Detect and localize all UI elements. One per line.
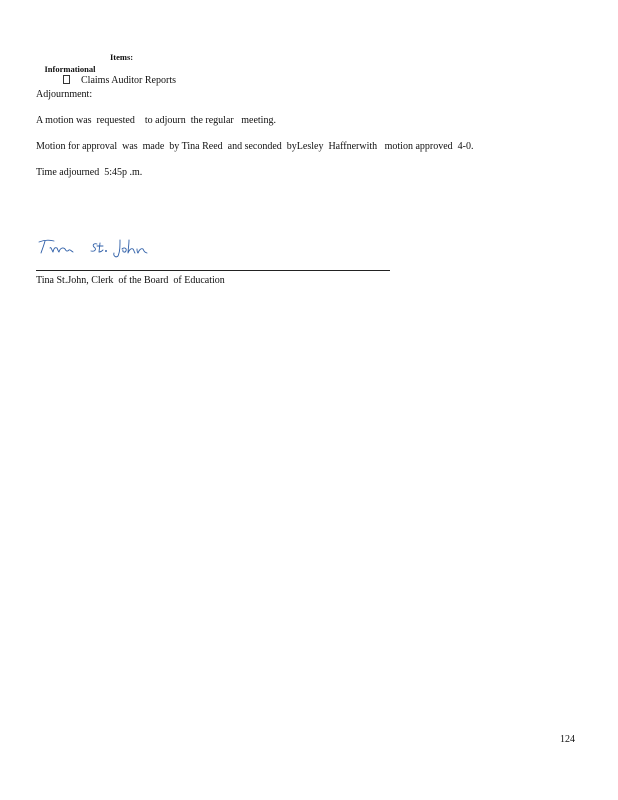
adjournment-heading: Adjournment: bbox=[36, 89, 93, 100]
list-item-label: Claims Auditor Reports bbox=[81, 75, 176, 86]
page-number: 124 bbox=[560, 734, 575, 745]
motion-approval-text: Motion for approval was made by Tina Reed and seconded byLesley Haffnerwith motion approved 4-0. bbox=[36, 141, 474, 152]
bullet-icon bbox=[63, 75, 70, 84]
signer-name-title: Tina St.John, Clerk of the Board of Education bbox=[36, 275, 225, 286]
items-label: Items: bbox=[110, 52, 134, 62]
handwritten-signature bbox=[36, 236, 164, 260]
motion-request-text: A motion was requested to adjourn the regular meeting. bbox=[36, 115, 276, 126]
signature-line bbox=[36, 270, 390, 271]
informational-label: Informational bbox=[44, 64, 96, 74]
time-adjourned-text: Time adjourned 5:45p .m. bbox=[36, 167, 143, 178]
